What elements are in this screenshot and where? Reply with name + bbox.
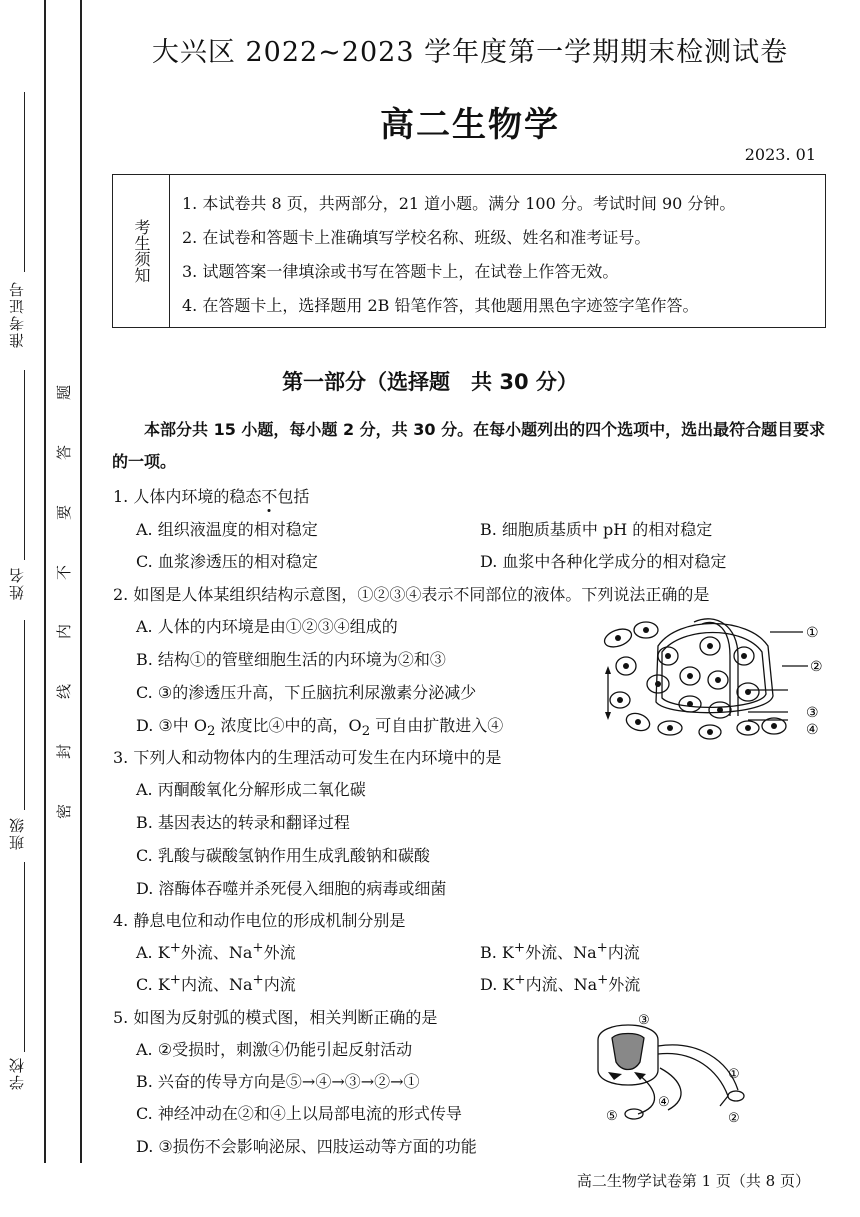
- margin-line-inner: [80, 0, 82, 1163]
- q4-part: A. K: [136, 943, 170, 962]
- label-xuexiao: 学校: [8, 1056, 26, 1090]
- reflex-label-5: ⑤: [606, 1109, 618, 1124]
- q2-option-b: B. 结构①的管壁细胞生活的内环境为②和③: [136, 650, 446, 669]
- q4-part: 内流: [607, 943, 640, 962]
- q2-option-a: A. 人体的内环境是由①②③④组成的: [136, 617, 398, 636]
- q3-option-a: A. 丙酮酸氧化分解形成二氧化碳: [136, 780, 366, 799]
- subscript: 2: [206, 724, 216, 740]
- q3-option-c: C. 乳酸与碳酸氢钠作用生成乳酸钠和碳酸: [136, 846, 430, 865]
- q4-part: 外流、Na: [525, 943, 597, 962]
- label-banji: 班级: [8, 816, 26, 850]
- q2-option-d-part: D. ③中 O: [136, 716, 207, 735]
- superscript: +: [169, 940, 181, 956]
- section-intro: 本部分共 15 小题，每小题 2 分，共 30 分。在每小题列出的四个选项中，选出最符合题目要求的一项。: [112, 420, 826, 471]
- q2-option-d: [136, 713, 503, 739]
- seal-char: 内: [55, 624, 74, 640]
- blank-zhunkaozheng: [24, 92, 25, 272]
- q4-part: B. K: [480, 943, 514, 962]
- q2-option-c: C. ③的渗透压升高，下丘脑抗利尿激素分泌减少: [136, 683, 477, 702]
- seal-char: 密: [55, 803, 74, 819]
- notice-item: 1. 本试卷共 8 页，共两部分，21 道小题。满分 100 分。考试时间 90 分钟。: [182, 194, 736, 213]
- exam-title: 大兴区 2022~2023 学年度第一学期期末检测试卷: [151, 37, 789, 68]
- notice-box: [112, 174, 826, 328]
- tissue-label-2: ②: [810, 659, 823, 675]
- q4-part: 内流、Na: [525, 975, 598, 994]
- blank-banji: [24, 620, 25, 810]
- q1-option-d: D. 血浆中各种化学成分的相对稳定: [480, 552, 727, 571]
- superscript: +: [596, 940, 608, 956]
- reflex-label-3: ③: [638, 1013, 650, 1028]
- seal-char: 题: [55, 384, 74, 401]
- q5-option-a: A. ②受损时，刺激④仍能引起反射活动: [136, 1040, 413, 1059]
- q2-option-d-part: 可自由扩散进入④: [370, 716, 504, 735]
- q4-part: 内流: [263, 975, 296, 994]
- q3-option-d: D. 溶酶体吞噬并杀死侵入细胞的病毒或细菌: [136, 879, 447, 898]
- q4-option-b: [480, 940, 640, 963]
- reflex-label-4: ④: [658, 1095, 670, 1110]
- reflex-arc-diagram: [578, 1010, 778, 1130]
- seal-char: 答: [55, 444, 74, 460]
- q2-stem: 2. 如图是人体某组织结构示意图，①②③④表示不同部位的液体。下列说法正确的是: [113, 585, 710, 604]
- notice-items: [170, 175, 735, 327]
- q5-stem: 5. 如图为反射弧的模式图，相关判断正确的是: [113, 1008, 438, 1027]
- seal-line-text: [55, 382, 74, 822]
- q4-part: D. K: [480, 975, 515, 994]
- q4-part: C. K: [136, 975, 170, 994]
- q1-stem-b: 包括: [277, 487, 310, 506]
- q1-stem-emphasis: 不: [261, 487, 278, 506]
- tissue-diagram: [598, 616, 828, 746]
- section-title: 第一部分（选择题 共 30 分）: [282, 370, 578, 394]
- seal-char: 线: [55, 684, 74, 700]
- q4-option-a: [136, 940, 296, 963]
- q4-option-d: [480, 972, 640, 995]
- superscript: +: [252, 940, 264, 956]
- q4-option-c: [136, 972, 296, 995]
- q5-option-b: B. 兴奋的传导方向是⑤→④→③→②→①: [136, 1072, 420, 1091]
- blank-xuexiao: [24, 862, 25, 1052]
- tissue-label-3: ③: [806, 705, 819, 721]
- q4-part: 外流: [263, 943, 296, 962]
- subscript: 2: [361, 724, 371, 740]
- blank-xingming: [24, 370, 25, 560]
- notice-item: 4. 在答题卡上，选择题用 2B 铅笔作答，其他题用黑色字迹签字笔作答。: [182, 296, 699, 315]
- q1-option-b: B. 细胞质基质中 pH 的相对稳定: [480, 520, 713, 539]
- q1-stem: [113, 484, 309, 507]
- q4-part: 外流: [608, 975, 641, 994]
- tissue-label-4: ④: [806, 722, 819, 738]
- q3-stem: 3. 下列人和动物体内的生理活动可发生在内环境中的是: [113, 748, 502, 767]
- q3-option-b: B. 基因表达的转录和翻译过程: [136, 813, 350, 832]
- subject-title: 高二生物学: [380, 105, 560, 145]
- label-zhunkaozheng: 准考证号: [8, 280, 26, 348]
- seal-char: 要: [55, 504, 74, 520]
- notice-label: 考生须知: [132, 219, 151, 283]
- superscript: +: [513, 940, 526, 956]
- superscript: +: [169, 972, 181, 988]
- seal-char: 不: [55, 564, 74, 580]
- notice-item: 3. 试题答案一律填涂或书写在答题卡上，在试卷上作答无效。: [182, 262, 619, 281]
- q1-option-c: C. 血浆渗透压的相对稳定: [136, 552, 318, 571]
- tissue-label-1: ①: [806, 625, 819, 641]
- q4-stem: 4. 静息电位和动作电位的形成机制分别是: [113, 911, 406, 930]
- q4-part: 内流、Na: [180, 975, 253, 994]
- superscript: +: [252, 972, 264, 988]
- q1-option-a: A. 组织液温度的相对稳定: [136, 520, 318, 539]
- label-xingming: 姓名: [8, 566, 26, 600]
- q5-option-d: D. ③损伤不会影响泌尿、四肢运动等方面的功能: [136, 1137, 477, 1156]
- margin-line-outer: [44, 0, 46, 1163]
- reflex-label-1: ①: [728, 1067, 740, 1082]
- seal-char: 封: [55, 744, 74, 760]
- q5-option-c: C. 神经冲动在②和④上以局部电流的形式传导: [136, 1104, 462, 1123]
- reflex-label-2: ②: [728, 1111, 740, 1126]
- page-footer: 高二生物学试卷第 1 页（共 8 页）: [576, 1172, 810, 1190]
- superscript: +: [597, 972, 609, 988]
- exam-date: 2023. 01: [744, 145, 816, 164]
- notice-item: 2. 在试卷和答题卡上准确填写学校名称、班级、姓名和准考证号。: [182, 228, 651, 247]
- q2-option-d-part: 浓度比④中的高，O: [215, 716, 362, 735]
- q4-part: 外流、Na: [180, 943, 253, 962]
- superscript: +: [514, 972, 526, 988]
- q1-stem-a: 1. 人体内环境的稳态: [113, 487, 262, 506]
- notice-label-cell: [113, 175, 170, 327]
